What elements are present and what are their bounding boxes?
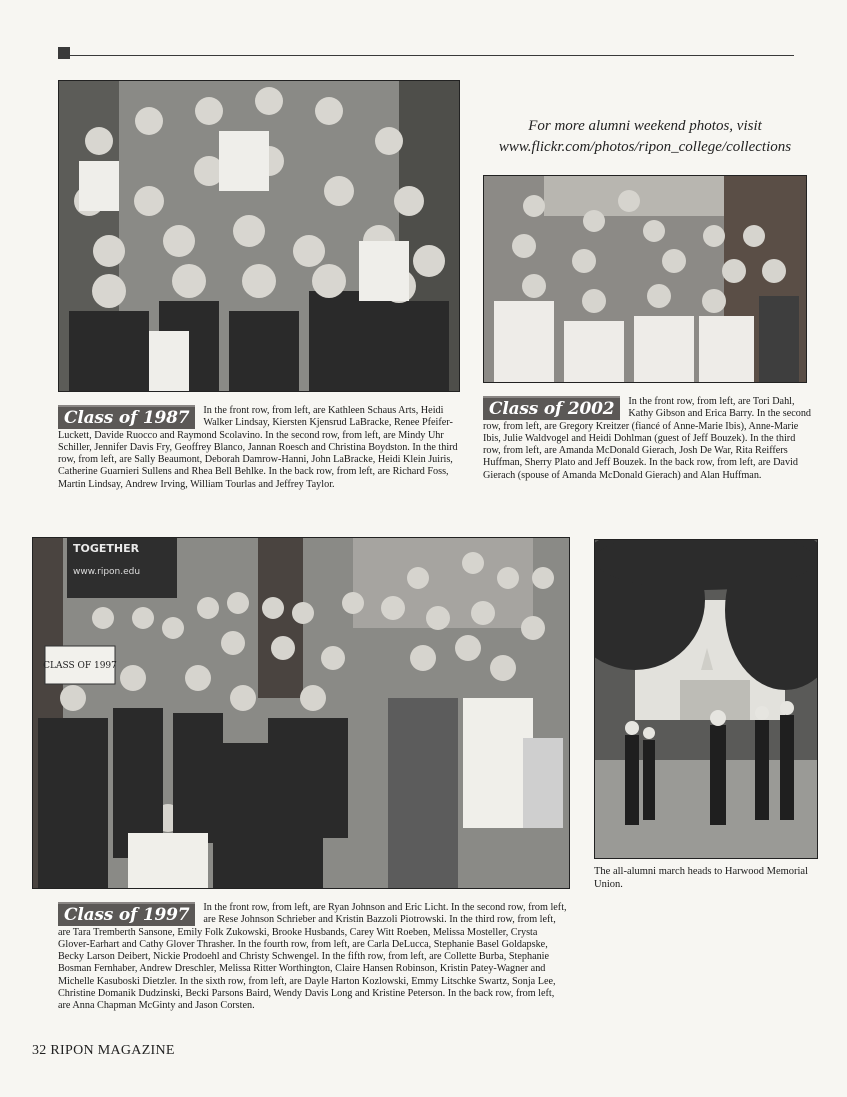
page-number: 32 [32, 1043, 47, 1058]
class-1987-caption [58, 405, 460, 491]
class-1987-badge: Class of 1987 [58, 405, 195, 429]
page-footer [32, 1043, 175, 1059]
class-1997-photo [32, 537, 570, 889]
flickr-note-url: www.flickr.com/photos/ripon_college/collections [498, 139, 792, 155]
alumni-march-photo [594, 539, 818, 859]
class-2002-caption [483, 396, 813, 482]
class-1997-caption-text: In the front row, from left, are Ryan Johnson and Eric Licht. In the second row, from left, are Rese Johnson Schrieber and Kristin Bazzoli Piotrowski. In the third row, from left, are Tara Tremberth Sansone, Emily Folk Zukowski, Brooke Husbands, Carey Witt Roeben, Melissa Mosteller, Crysta Glover-Earhart and Cathy Glover Thrasher. In the fourth row, from left, are Carla DeLucca, Stephanie Basel Goldapske, Becky Larson Deibert, Nickie Prodoehl and Christy Schwengel. In the fifth row, from left, are Collette Burba, Stephanie Bosman Fernhaber, Andrew Dreschler, Melissa Ritter Worthington, Claire Hansen Robinson, Kristin Patey-Wagner and Michelle Kasuboski Dietzler. In the sixth row, from left, are Dayle Harton Kozlowski, Emmy Litschke Swartz, Sonja Lee, Christine Domanik Dudzinski, Becki Parsons Baird, Wendy Davis Long and Kristine Peterson. In the back row, from left, are Anna Chapman McGinty and Jason Corsten. [58, 902, 567, 1012]
class-1997-badge: Class of 1997 [58, 902, 195, 926]
banner-text: TOGETHER [73, 542, 140, 555]
group-photo-figures [33, 538, 569, 888]
flickr-note-line1: For more alumni weekend photos, visit [528, 118, 762, 134]
class-1987-photo [58, 80, 460, 392]
class-2002-badge: Class of 2002 [483, 396, 620, 420]
flickr-note [480, 116, 810, 158]
group-photo-figures [59, 81, 459, 391]
alumni-march-caption: The all-alumni march heads to Harwood Memorial Union. [594, 866, 809, 890]
class-2002-photo [483, 175, 807, 383]
class-sign: CLASS OF 1997 [43, 661, 117, 671]
banner-url: www.ripon.edu [73, 567, 141, 577]
header-rule [70, 55, 794, 56]
class-1997-caption [58, 902, 568, 1013]
class-1987-caption-text: In the front row, from left, are Kathleen Schaus Arts, Heidi Walker Lindsay, Kiersten Kjensrud LaBracke, Renee Pfeifer-Luckett, Davide Ruocco and Raymond Scolavino. In the second row, from left, are Mindy Uhr Schiller, Jennifer Davis Fry, Geoffrey Blanco, Jannan Roesch and Christina Boydston. In the third row, from left, are Sally Beaumont, Deborah Damrow-Hanni, John LaBracke, Heidi Klein Juiris, Catherine Guarnieri Sullens and Rhea Bell Behlke. In the back row, from left, are Richard Foss, Martin Lindsay, Andrew Irving, William Tourlas and Jeffrey Taylor. [58, 405, 458, 490]
magazine-name: RIPON MAGAZINE [50, 1043, 175, 1058]
class-2002-caption-text: In the front row, from left, are Tori Dahl, Kathy Gibson and Erica Barry. In the second row, from left, are Gregory Kreitzer (fiancé of Anne-Marie Ibis), Anne-Marie Ibis, Julie Waldvogel and Heidi Dohlman (guest of Jeff Bouzek). In the third row, from left, are Amanda McDonald Gierach, Josh De War, Rita Reiffers Huffman, Sherry Plato and Jeff Bouzek. In the back row, from left, are David Gierach (spouse of Amanda McDonald Gierach) and Alan Huffman. [483, 396, 812, 481]
group-photo-figures [484, 176, 806, 382]
march-scene [595, 540, 817, 858]
header-rule-marker [58, 47, 70, 59]
